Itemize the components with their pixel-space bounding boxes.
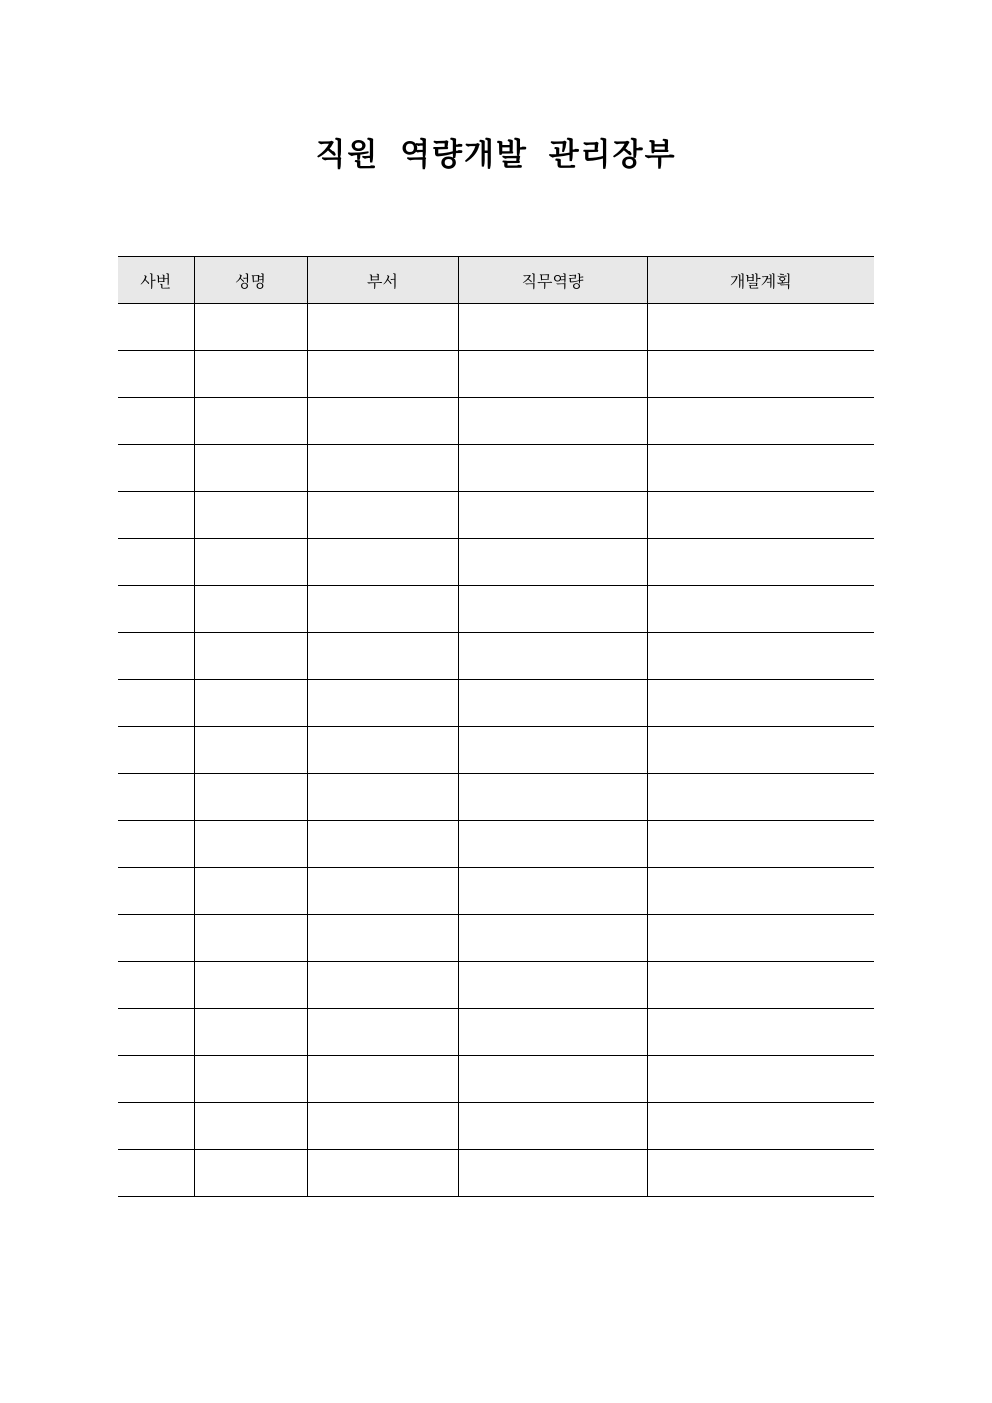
cell-development-plan[interactable] bbox=[647, 1056, 874, 1103]
cell-employee-id[interactable] bbox=[118, 774, 194, 821]
cell-department[interactable] bbox=[307, 633, 458, 680]
header-department: 부서 bbox=[307, 257, 458, 304]
header-job-competency: 직무역량 bbox=[458, 257, 647, 304]
cell-employee-id[interactable] bbox=[118, 868, 194, 915]
cell-employee-id[interactable] bbox=[118, 539, 194, 586]
cell-development-plan[interactable] bbox=[647, 492, 874, 539]
table-row bbox=[118, 1150, 874, 1197]
cell-employee-id[interactable] bbox=[118, 680, 194, 727]
cell-job-competency[interactable] bbox=[458, 539, 647, 586]
cell-department[interactable] bbox=[307, 1056, 458, 1103]
cell-name[interactable] bbox=[194, 727, 307, 774]
cell-department[interactable] bbox=[307, 727, 458, 774]
cell-development-plan[interactable] bbox=[647, 821, 874, 868]
cell-job-competency[interactable] bbox=[458, 586, 647, 633]
cell-name[interactable] bbox=[194, 915, 307, 962]
cell-job-competency[interactable] bbox=[458, 304, 647, 351]
cell-department[interactable] bbox=[307, 1150, 458, 1197]
cell-name[interactable] bbox=[194, 304, 307, 351]
cell-development-plan[interactable] bbox=[647, 1103, 874, 1150]
cell-job-competency[interactable] bbox=[458, 821, 647, 868]
cell-department[interactable] bbox=[307, 680, 458, 727]
cell-development-plan[interactable] bbox=[647, 304, 874, 351]
table-row bbox=[118, 868, 874, 915]
cell-department[interactable] bbox=[307, 821, 458, 868]
cell-department[interactable] bbox=[307, 351, 458, 398]
cell-employee-id[interactable] bbox=[118, 304, 194, 351]
cell-department[interactable] bbox=[307, 398, 458, 445]
cell-department[interactable] bbox=[307, 774, 458, 821]
cell-job-competency[interactable] bbox=[458, 868, 647, 915]
table-row bbox=[118, 962, 874, 1009]
cell-job-competency[interactable] bbox=[458, 351, 647, 398]
cell-name[interactable] bbox=[194, 351, 307, 398]
cell-name[interactable] bbox=[194, 962, 307, 1009]
table-row bbox=[118, 915, 874, 962]
cell-name[interactable] bbox=[194, 492, 307, 539]
cell-employee-id[interactable] bbox=[118, 821, 194, 868]
table-row bbox=[118, 492, 874, 539]
employee-competency-table bbox=[118, 256, 874, 1197]
table-row bbox=[118, 586, 874, 633]
cell-department[interactable] bbox=[307, 915, 458, 962]
header-development-plan: 개발계획 bbox=[647, 257, 874, 304]
table-row bbox=[118, 680, 874, 727]
cell-development-plan[interactable] bbox=[647, 633, 874, 680]
table-row bbox=[118, 1009, 874, 1056]
cell-employee-id[interactable] bbox=[118, 1009, 194, 1056]
cell-name[interactable] bbox=[194, 445, 307, 492]
cell-job-competency[interactable] bbox=[458, 774, 647, 821]
cell-employee-id[interactable] bbox=[118, 962, 194, 1009]
cell-development-plan[interactable] bbox=[647, 586, 874, 633]
cell-department[interactable] bbox=[307, 445, 458, 492]
cell-job-competency[interactable] bbox=[458, 398, 647, 445]
cell-development-plan[interactable] bbox=[647, 445, 874, 492]
cell-development-plan[interactable] bbox=[647, 962, 874, 1009]
cell-job-competency[interactable] bbox=[458, 1056, 647, 1103]
cell-name[interactable] bbox=[194, 1150, 307, 1197]
cell-development-plan[interactable] bbox=[647, 868, 874, 915]
cell-employee-id[interactable] bbox=[118, 445, 194, 492]
cell-development-plan[interactable] bbox=[647, 915, 874, 962]
cell-name[interactable] bbox=[194, 1056, 307, 1103]
cell-job-competency[interactable] bbox=[458, 915, 647, 962]
table-row bbox=[118, 539, 874, 586]
cell-name[interactable] bbox=[194, 680, 307, 727]
cell-job-competency[interactable] bbox=[458, 680, 647, 727]
table-row bbox=[118, 727, 874, 774]
cell-job-competency[interactable] bbox=[458, 492, 647, 539]
table-row bbox=[118, 821, 874, 868]
cell-job-competency[interactable] bbox=[458, 1150, 647, 1197]
cell-development-plan[interactable] bbox=[647, 727, 874, 774]
cell-job-competency[interactable] bbox=[458, 1009, 647, 1056]
cell-development-plan[interactable] bbox=[647, 680, 874, 727]
table-row bbox=[118, 633, 874, 680]
table-row bbox=[118, 304, 874, 351]
cell-employee-id[interactable] bbox=[118, 351, 194, 398]
cell-department[interactable] bbox=[307, 539, 458, 586]
cell-department[interactable] bbox=[307, 868, 458, 915]
cell-employee-id[interactable] bbox=[118, 398, 194, 445]
table-row bbox=[118, 1056, 874, 1103]
cell-employee-id[interactable] bbox=[118, 1150, 194, 1197]
cell-employee-id[interactable] bbox=[118, 492, 194, 539]
cell-job-competency[interactable] bbox=[458, 445, 647, 492]
header-name: 성명 bbox=[194, 257, 307, 304]
cell-department[interactable] bbox=[307, 492, 458, 539]
table-row bbox=[118, 1103, 874, 1150]
cell-name[interactable] bbox=[194, 1103, 307, 1150]
cell-job-competency[interactable] bbox=[458, 633, 647, 680]
cell-development-plan[interactable] bbox=[647, 774, 874, 821]
cell-development-plan[interactable] bbox=[647, 398, 874, 445]
table-row bbox=[118, 445, 874, 492]
cell-department[interactable] bbox=[307, 1009, 458, 1056]
cell-name[interactable] bbox=[194, 868, 307, 915]
cell-employee-id[interactable] bbox=[118, 633, 194, 680]
cell-name[interactable] bbox=[194, 1009, 307, 1056]
cell-department[interactable] bbox=[307, 586, 458, 633]
table-row bbox=[118, 774, 874, 821]
table-row bbox=[118, 398, 874, 445]
page-title: 직원 역량개발 관리장부 bbox=[315, 137, 677, 173]
cell-name[interactable] bbox=[194, 633, 307, 680]
header-employee-id: 사번 bbox=[118, 257, 194, 304]
cell-department[interactable] bbox=[307, 1103, 458, 1150]
cell-job-competency[interactable] bbox=[458, 727, 647, 774]
cell-employee-id[interactable] bbox=[118, 1103, 194, 1150]
cell-development-plan[interactable] bbox=[647, 539, 874, 586]
cell-name[interactable] bbox=[194, 539, 307, 586]
cell-development-plan[interactable] bbox=[647, 351, 874, 398]
cell-department[interactable] bbox=[307, 304, 458, 351]
cell-development-plan[interactable] bbox=[647, 1150, 874, 1197]
table-row bbox=[118, 351, 874, 398]
cell-development-plan[interactable] bbox=[647, 1009, 874, 1056]
cell-employee-id[interactable] bbox=[118, 915, 194, 962]
cell-name[interactable] bbox=[194, 586, 307, 633]
cell-employee-id[interactable] bbox=[118, 727, 194, 774]
table-header-row bbox=[118, 257, 874, 304]
cell-job-competency[interactable] bbox=[458, 962, 647, 1009]
cell-job-competency[interactable] bbox=[458, 1103, 647, 1150]
cell-employee-id[interactable] bbox=[118, 586, 194, 633]
cell-name[interactable] bbox=[194, 774, 307, 821]
cell-name[interactable] bbox=[194, 398, 307, 445]
cell-name[interactable] bbox=[194, 821, 307, 868]
cell-employee-id[interactable] bbox=[118, 1056, 194, 1103]
cell-department[interactable] bbox=[307, 962, 458, 1009]
